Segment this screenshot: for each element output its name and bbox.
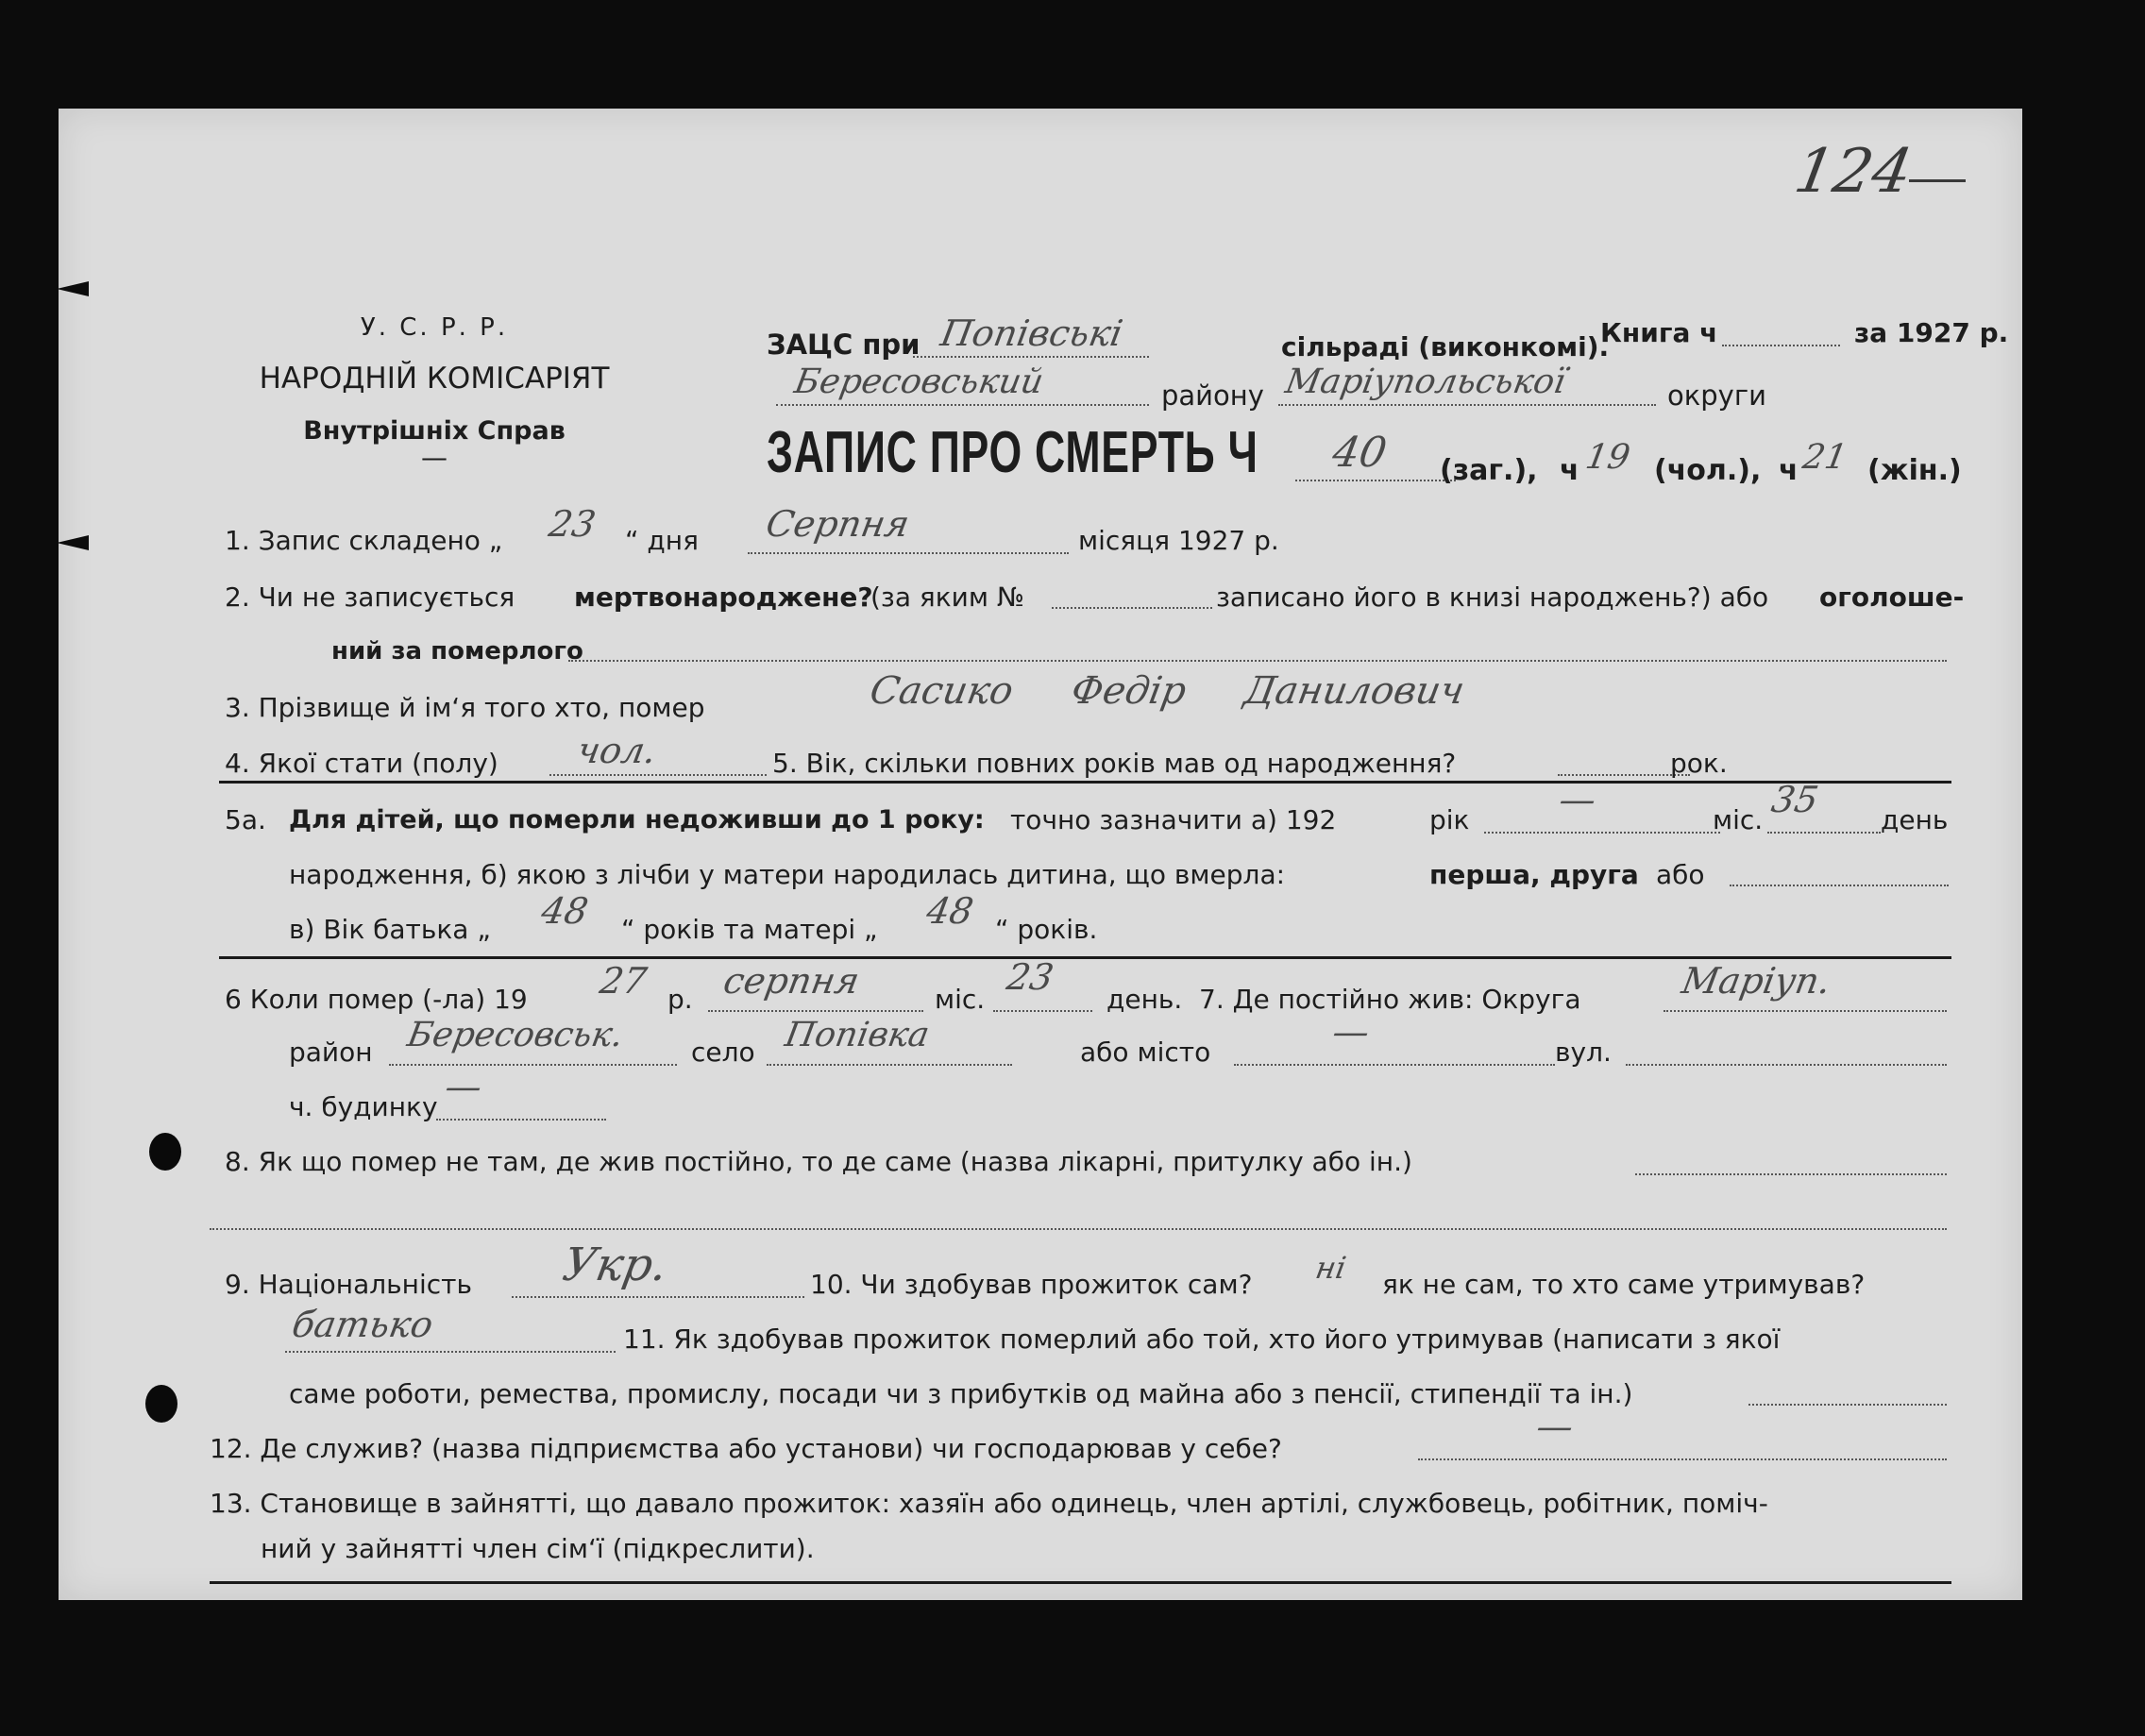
page-number-dash [1909, 179, 1966, 182]
f6-year-value: 27 [597, 960, 650, 1002]
divider-rule-2 [219, 956, 1951, 959]
female-number-value: 21 [1799, 438, 1850, 477]
district-dots [776, 404, 1149, 406]
f7-city-label: або місто [1080, 1037, 1211, 1068]
okrug-label: округи [1667, 379, 1766, 412]
f7-district-value: Бересовськ. [404, 1016, 627, 1054]
f8-dots-1 [1635, 1173, 1947, 1175]
male-number-value: 19 [1582, 438, 1633, 477]
f7-house-label: ч. будинку [289, 1091, 438, 1122]
f5a-line2-dots [1730, 885, 1949, 886]
death-record-sheet [59, 109, 2022, 1600]
f7-okrug-value: Маріуп. [1679, 960, 1834, 1002]
f12-value: — [1533, 1406, 1577, 1447]
f3-label: 3. Прізвище й ім‘я того хто, помер [225, 692, 705, 723]
district-value: Бересовський [791, 362, 1047, 401]
total-number-value: 40 [1328, 429, 1391, 477]
f2-line1b: (за яким № [870, 581, 1024, 613]
f5a-line2: народження, б) якою з лічби у матери народилась дитина, що вмерла: [289, 859, 1286, 890]
f5a-month-label: міс. [1713, 804, 1764, 835]
binder-nick [57, 535, 89, 550]
district-label: району [1161, 379, 1264, 412]
f10-value: ні [1312, 1250, 1349, 1286]
f5a-line3b: “ років та матері „ [621, 914, 878, 945]
f4-label: 4. Якої стати (полу) [225, 748, 498, 779]
f5a-line3c: “ років. [995, 914, 1098, 945]
total-number-dots [1295, 480, 1456, 481]
f7-city-value: — [1329, 1011, 1373, 1053]
f12-label: 12. Де служив? (назва підприємства або установи) чи господарював у себе? [210, 1433, 1282, 1464]
f4-dots [549, 774, 767, 776]
book-number-dots [1722, 345, 1840, 346]
f5a-mother-age-value: 48 [923, 890, 977, 932]
f1-day-end: “ дня [625, 525, 699, 556]
f1-month-label: місяця 1927 р. [1078, 525, 1279, 556]
f13-line2: ний у зайнятті член сім‘ї (підкреслити). [261, 1533, 815, 1564]
f5-label: 5. Вік, скільки повних років мав од народження? [772, 748, 1457, 779]
header-internal-affairs: Внутрішніх Справ [303, 416, 566, 446]
total-label: (заг.), [1440, 454, 1538, 487]
male-ch: ч [1560, 454, 1579, 487]
bottom-rule [210, 1581, 1951, 1584]
f5a-line3a: в) Вік батька „ [289, 914, 491, 945]
f6-day-value: 23 [1004, 956, 1057, 998]
okrug-dots [1278, 404, 1656, 406]
f5a-day-dots [1767, 832, 1881, 834]
f7-district-dots [389, 1064, 677, 1066]
f2-declared: оголоше- [1819, 581, 1965, 613]
f10-label: 10. Чи здобував прожиток сам? [810, 1269, 1253, 1300]
f1-month-value: Серпня [763, 503, 913, 545]
female-ch: ч [1779, 454, 1799, 487]
f5a-or: або [1656, 859, 1705, 890]
f2-line1c: записано його в книзі народжень?) або [1216, 581, 1769, 613]
book-label: Книга ч [1600, 317, 1718, 348]
f9-dots [512, 1296, 804, 1298]
council-label: сільраді (виконкомі). [1281, 331, 1610, 362]
f7-house-value: — [442, 1066, 485, 1107]
f12-dots [1418, 1458, 1947, 1460]
f7-street-label: вул. [1555, 1037, 1612, 1068]
f1-day-value: 23 [546, 503, 600, 545]
f10-who-dots [285, 1351, 616, 1353]
f4-sex-value: чол. [574, 730, 660, 771]
f2-line2-dots [568, 660, 1947, 662]
village-council-dots [913, 356, 1149, 358]
village-council-value: Попівські [937, 312, 1126, 354]
header-commissariat: НАРОДНІЙ КОМІСАРІЯТ [259, 362, 610, 396]
f6-label: 6 Коли помер (-ла) 19 [225, 984, 528, 1015]
f2-line1a: 2. Чи не записується [225, 581, 515, 613]
year-label: за 1927 р. [1854, 317, 2009, 348]
f9-value: Укр. [559, 1239, 672, 1291]
f5a-day-value: 35 [1768, 779, 1822, 820]
f11-line2: саме роботи, ремества, промислу, посади чи з прибутків од майна або з пенсії, стипендії та ін.) [289, 1378, 1633, 1409]
f9-label: 9. Національність [225, 1269, 472, 1300]
f8-label: 8. Як що помер не там, де жив постійно, то де саме (назва лікарні, притулку або ін.) [225, 1146, 1412, 1177]
f2-stillborn: мертвонароджене? [574, 581, 873, 613]
f7-okrug-dots [1664, 1010, 1947, 1012]
f7-village-dots [767, 1064, 1012, 1066]
f6-day-label: день. [1106, 984, 1183, 1015]
record-title: ЗАПИС ПРО СМЕРТЬ Ч [767, 420, 1258, 485]
page-number: 124 [1789, 137, 1917, 207]
f5a-year-label: рік [1429, 804, 1470, 835]
f5a-month-value: — [1556, 779, 1599, 820]
f7-label: 7. Де постійно жив: Округа [1199, 984, 1581, 1015]
f7-district-label: район [289, 1037, 373, 1068]
f5a-heading: Для дітей, що померли недоживши до 1 року: [289, 805, 985, 834]
f1-label: 1. Запис складено „ [225, 525, 503, 556]
f5a-month-dots [1484, 832, 1720, 834]
divider-rule-1 [219, 781, 1951, 784]
f2-number-dots [1052, 607, 1212, 609]
f5a-number: 5а. [225, 804, 266, 835]
f10-rest: як не сам, то хто саме утримував? [1382, 1269, 1866, 1300]
f6-r: р. [667, 984, 693, 1015]
f5a-first-second: перша, друга [1429, 859, 1639, 890]
f11-label: 11. Як здобував прожиток померлий або той, хто його утримував (написати з якої [623, 1323, 1781, 1355]
f5-end: рок. [1670, 748, 1728, 779]
f3-name-value: Сасико Федір Данилович [866, 669, 1468, 713]
f5a-day-label: день [1881, 804, 1949, 835]
f1-month-dots [748, 552, 1069, 554]
f6-day-dots [993, 1010, 1092, 1012]
f7-village-value: Попівка [782, 1016, 933, 1054]
f11-dots [1748, 1404, 1947, 1406]
f10-who-value: батько [289, 1304, 437, 1345]
f6-month-value: серпня [720, 960, 863, 1002]
f13-line1: 13. Становище в зайнятті, що давало прожиток: хазяїн або одинець, член артілі, службовець, робітник, поміч- [210, 1488, 1768, 1519]
f7-house-dots [436, 1119, 606, 1121]
punch-hole [149, 1133, 181, 1171]
f8-dots-2 [210, 1228, 1947, 1230]
binder-nick [57, 281, 89, 296]
f7-city-dots [1234, 1064, 1555, 1066]
f7-street-dots [1626, 1064, 1947, 1066]
f7-village-label: село [691, 1037, 755, 1068]
male-label: (чол.), [1654, 454, 1762, 487]
header-ussr: У. С. Р. Р. [360, 313, 509, 342]
f6-month-dots [708, 1010, 923, 1012]
f2-line2: ний за померлого [331, 637, 583, 666]
header-dash: — [421, 442, 448, 473]
f6-month-label: міс. [935, 984, 986, 1015]
f5a-text: точно зазначити а) 192 [1010, 804, 1337, 835]
okrug-value: Маріупольської [1282, 362, 1569, 401]
f5a-father-age-value: 48 [538, 890, 592, 932]
punch-hole [145, 1385, 177, 1423]
female-label: (жін.) [1867, 454, 1962, 487]
zags-prefix: ЗАЦС при [767, 329, 920, 361]
